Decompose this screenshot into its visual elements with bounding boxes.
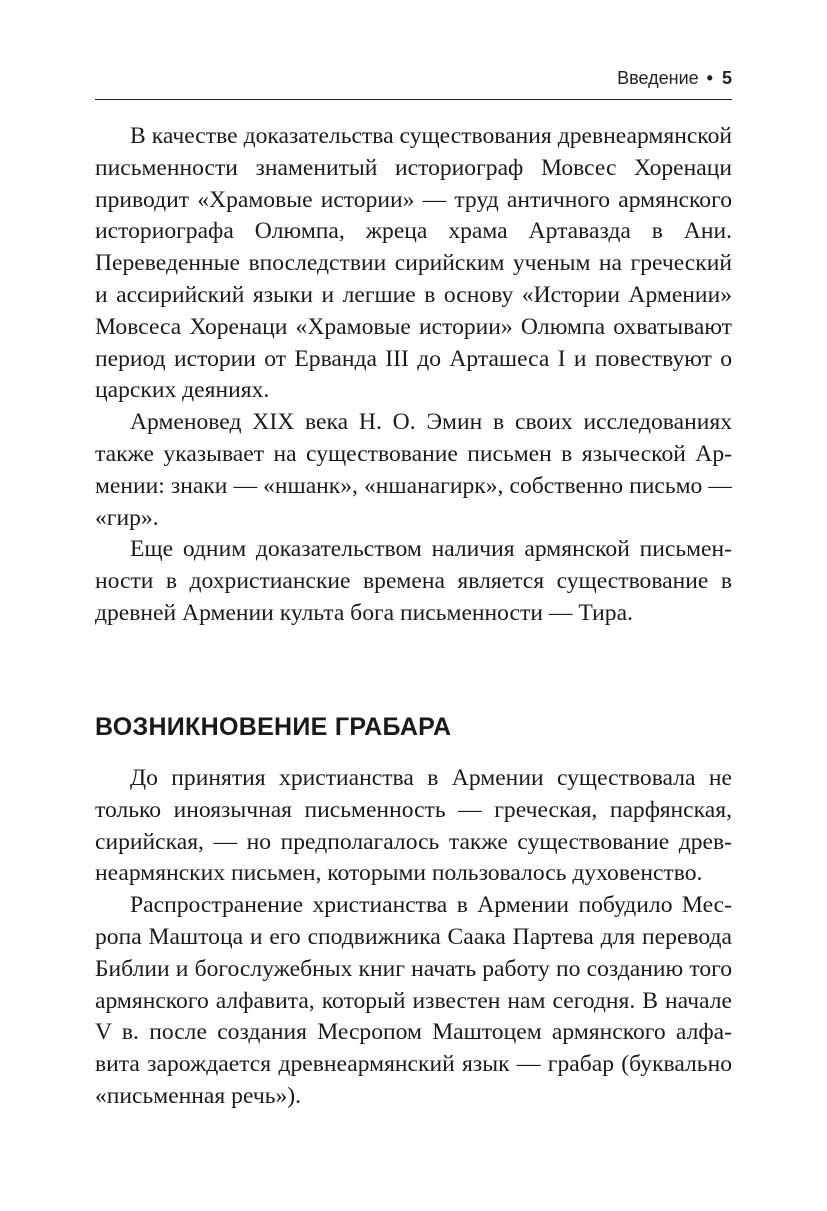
paragraph: Распространение христианства в Армении побудило Месропа Маштоца и его сподвижника Саака Партева для перевода Библии и богослужебных книг начать работу по созданию того армянского алфавита, который известен нам сегодня. В начале V в. после создания Месропом Маштоцем армянского алфавита зарождается древнеармянский язык — грабар (буквально «письменная речь»). [95,892,732,1109]
paragraph: Еще одним доказательством наличия армянской письменности в дохристианские времена является существование в древней Армении культа бога письменности — Тира. [95,536,732,626]
page-number: 5 [721,68,732,88]
paragraph: В качестве доказательства существования древнеармянской письменности знаменитый историограф Мовсес Хоренаци приводит «Храмовые истории» — труд античного армянского историографа Олюмпа, жреца храма Артавазда в Ани. Переведенные впоследствии сирийским ученым на греческий и ассирийский языки и легшие в основу «Истории Армении» Мовсеса Хоренаци «Храмовые истории» Олюмпа охватывают период истории от Ерванда III до Арташеса I и повествуют о царских деяниях. [95,123,732,404]
running-head-title: Введение [617,68,699,88]
header-divider [95,99,732,100]
section-one-body [95,121,732,630]
paragraph: До принятия христианства в Армении существовала не только иноязычная письменность — греческая, парфянская, сирийская, — но предполагалось также существование древнеармянских письмен, которыми пользовалось духовенство. [95,765,732,887]
running-head-separator: • [706,68,713,88]
section-two-body [95,763,732,1113]
section-heading: ВОЗНИКНОВЕНИЕ ГРАБАРА [95,713,452,741]
paragraph: Арменовед XIX века Н. О. Эмин в своих исследованиях также указывает на существование письмен в языческой Армении: знаки — «ншанк», «ншанагирк», собственно письмо — «гир». [95,409,732,531]
running-head [95,64,732,94]
